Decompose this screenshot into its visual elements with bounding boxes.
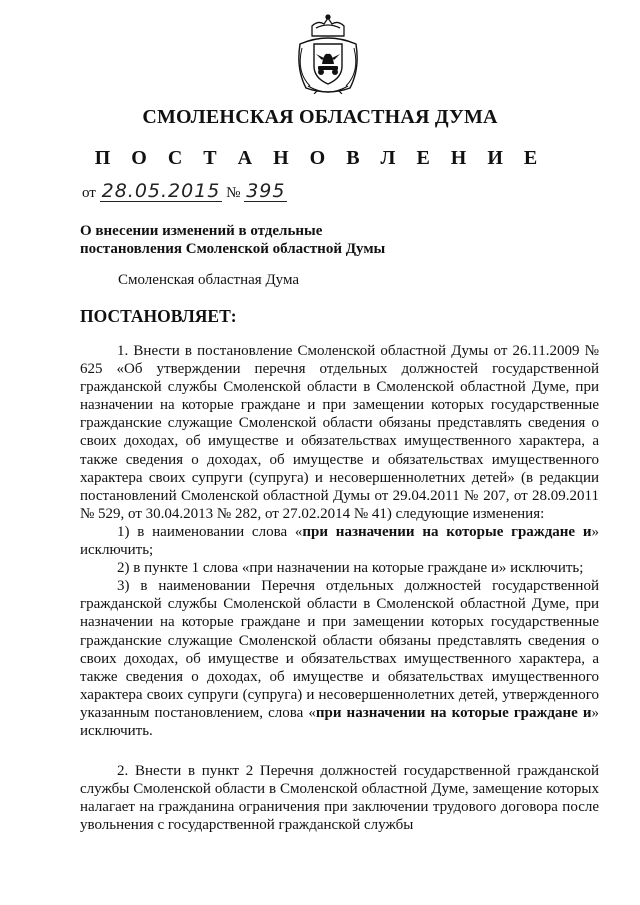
document-type: П О С Т А Н О В Л Е Н И Е bbox=[94, 147, 546, 169]
item-3: 3) в наименовании Перечня отдельных должностей государственной гражданской службы Смоленской области в Смоленской областной Думе, при назначении на которые граждане и при замещении которых государственные гражданские служащие Смоленской области обязаны представлять сведения о своих доходах, об имуществе и обязательствах имущественного характера, а также сведения о доходах, об имуществе и обязательствах имущественного характера своих супруги (супруга) и несовершеннолетних детей, утвержденного указанным постановлением, слова «при назначении на которые граждане и» исключить. bbox=[80, 578, 600, 739]
paragraph-1: 1. Внести в постановление Смоленской областной Думы от 26.11.2009 № 625 «Об утверждении перечня отдельных должностей государственной гражданской службы Смоленской области в Смоленской областной Думе, при назначении на которые граждане и при замещении которых государственные гражданские служащие Смоленской области обязаны представлять сведения о своих доходах, об имуществе и обязательствах имущественного характера, а также сведения о доходах, об имуществе и обязательствах имущественного характера своих супруги (супруга) и несовершеннолетних детей» (в редакции постановлений Смоленской областной Думы от 29.04.2011 № 207, от 28.09.2011 № 529, от 30.04.2013 № 282, от 27.02.2014 № 41) следующие изменения: bbox=[80, 343, 599, 522]
coat-of-arms-icon bbox=[294, 14, 362, 94]
intro-text: Смоленская областная Дума bbox=[118, 272, 300, 288]
item-1: 1) в наименовании слова «при назначении на которые граждане и» исключить; bbox=[80, 523, 599, 559]
date-value: 28.05.2015 bbox=[101, 180, 221, 202]
item-2: 2) в пункте 1 слова «при назначении на которые граждане и» исключить; bbox=[117, 560, 584, 577]
number-prefix: № bbox=[226, 185, 241, 201]
document-body bbox=[80, 342, 599, 834]
date-prefix: от bbox=[82, 185, 96, 201]
resolves-heading: ПОСТАНОВЛЯЕТ: bbox=[80, 306, 237, 326]
document-date-number bbox=[82, 181, 287, 202]
number-value: 395 bbox=[246, 180, 286, 202]
crown-icon bbox=[312, 15, 344, 36]
title-line-2: постановления Смоленской областной Думы bbox=[80, 241, 386, 257]
title-line-1: О внесении изменений в отдельные bbox=[80, 223, 323, 239]
paragraph-2: 2. Внести в пункт 2 Перечня должностей государственной гражданской службы Смоленской области в Смоленской областной Думе, замещение которых налагает на гражданина ограничения при заключении трудового договора после увольнения с государственной гражданской службы bbox=[80, 763, 599, 834]
item-1-bold: при назначении на которые граждане и bbox=[302, 523, 592, 540]
document-title bbox=[80, 222, 460, 258]
item-3-bold: при назначении на которые граждане и bbox=[315, 704, 592, 721]
organization-name: СМОЛЕНСКАЯ ОБЛАСТНАЯ ДУМА bbox=[142, 106, 498, 128]
